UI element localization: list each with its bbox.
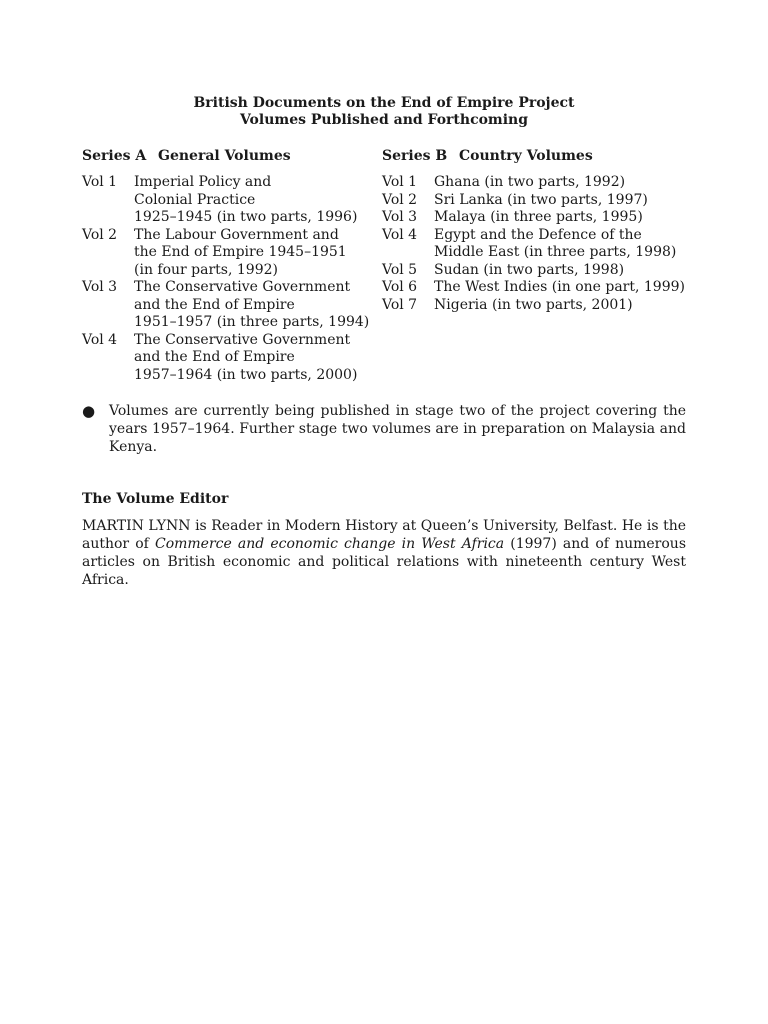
volume-title: The Conservative Government and the End of Empire 1957–1964 (in two parts, 2000) xyxy=(134,331,358,383)
volume-number: Vol 2 xyxy=(82,226,118,243)
series-b-volume xyxy=(382,279,692,297)
editor-bio xyxy=(82,517,686,589)
series-b-volume xyxy=(382,227,692,262)
series-b-code: Series B xyxy=(382,148,448,164)
series-b-volume xyxy=(382,192,692,210)
volume-number: Vol 3 xyxy=(82,279,118,295)
editor-book-title: Commerce and economic change in West Africa xyxy=(154,536,505,552)
volume-number: Vol 1 xyxy=(82,174,118,190)
series-a-name: General Volumes xyxy=(158,148,291,164)
heading-line-1: British Documents on the End of Empire Project xyxy=(193,95,575,111)
series-b-name: Country Volumes xyxy=(459,148,593,164)
volume-number: Vol 5 xyxy=(382,261,418,278)
volume-number: Vol 6 xyxy=(382,279,418,295)
series-b-volume xyxy=(382,262,692,280)
editor-section-title: The Volume Editor xyxy=(82,491,229,507)
series-b-volume xyxy=(382,174,692,192)
volume-title: Sudan (in two parts, 1998) xyxy=(434,261,625,278)
editor-bio-rest: (1997) and of numerous articles on British economic and political relations with nineteenth century West Africa. xyxy=(82,536,687,588)
volume-title: Egypt and the Defence of the Middle East (in three parts, 1998) xyxy=(434,226,677,260)
series-a-code: Series A xyxy=(82,148,147,164)
editor-bio-intro: MARTIN LYNN is Reader in Modern History at Queen’s University, Belfast. He is the author of xyxy=(82,518,686,552)
series-b-column xyxy=(382,148,692,314)
volume-number: Vol 4 xyxy=(382,226,418,243)
volume-number: Vol 1 xyxy=(382,174,418,190)
bullet-icon: ● xyxy=(82,402,96,420)
volume-title: Malaya (in three parts, 1995) xyxy=(434,209,643,225)
series-a-volume xyxy=(82,227,372,280)
series-a-volume xyxy=(82,279,372,332)
volume-title: The Labour Government and the End of Empire 1945–1951 (in four parts, 1992) xyxy=(134,226,347,278)
stage-two-note xyxy=(82,402,686,456)
volume-title: Sri Lanka (in two parts, 1997) xyxy=(434,191,648,208)
volume-title: Imperial Policy and Colonial Practice 1925–1945 (in two parts, 1996) xyxy=(134,174,358,225)
volume-number: Vol 7 xyxy=(382,296,418,313)
page-heading xyxy=(0,95,768,129)
volume-number: Vol 2 xyxy=(382,191,418,208)
series-b-volume xyxy=(382,209,692,227)
note-text: Volumes are currently being published in stage two of the project covering the years 1957–1964. Further stage two volumes are in preparation on Malaysia and Kenya. xyxy=(109,403,686,455)
volume-title: Nigeria (in two parts, 2001) xyxy=(434,296,633,313)
series-a-volume xyxy=(82,174,372,227)
series-a-heading xyxy=(82,148,372,165)
heading-line-2: Volumes Published and Forthcoming xyxy=(239,112,529,128)
volume-title: The Conservative Government and the End of Empire 1951–1957 (in three parts, 1994) xyxy=(134,279,370,330)
volume-number: Vol 3 xyxy=(382,209,418,225)
series-b-heading xyxy=(382,148,692,165)
volume-title: Ghana (in two parts, 1992) xyxy=(434,174,626,190)
volume-title: The West Indies (in one part, 1999) xyxy=(434,279,685,295)
volume-number: Vol 4 xyxy=(82,331,118,348)
series-b-volume xyxy=(382,297,692,315)
series-a-volume xyxy=(82,332,372,385)
series-a-column xyxy=(82,148,372,384)
